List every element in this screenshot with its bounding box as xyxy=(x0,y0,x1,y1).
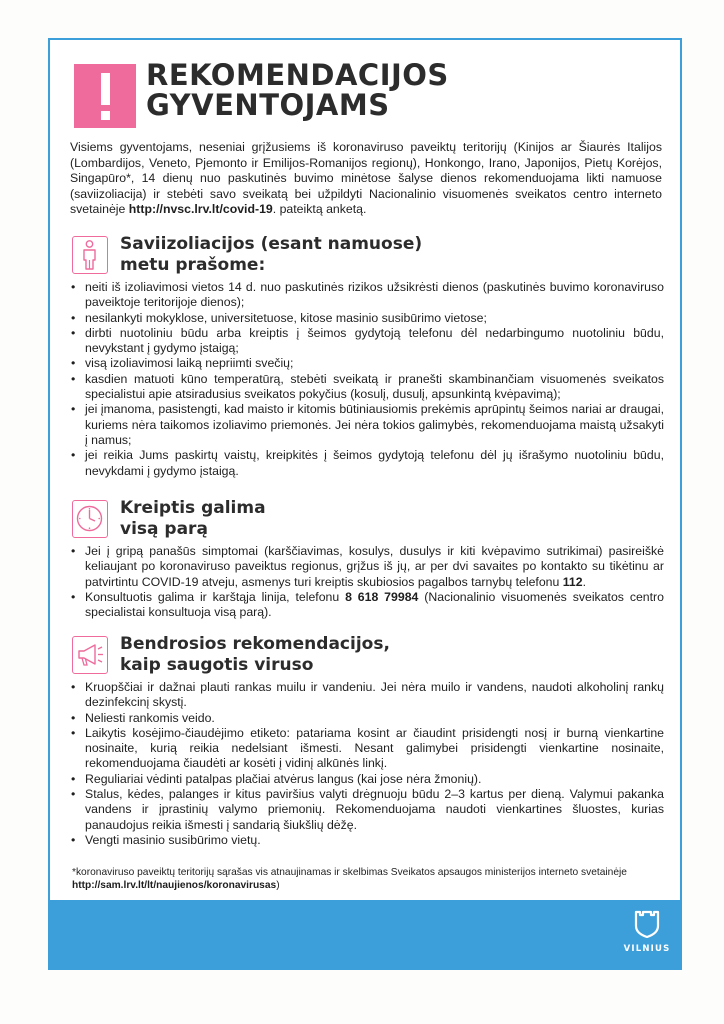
list-item xyxy=(68,544,664,590)
section-title xyxy=(120,634,390,676)
title-line-2: GYVENTOJAMS xyxy=(146,88,390,122)
list-item: • Stalus, kėdes, palanges ir kitus paviršius valyti drėgnuoju būdu 2–3 kartus per dieną. Valymui pakanka vandens ir įprastinių valymo priemonių. Rekomenduojama naudoti vienkartines šluostes, kurias panaudojus reikia išmesti į sandarią šiukšlių dėžę. xyxy=(68,787,664,833)
self-isolation-list xyxy=(68,280,664,479)
section-contact-anytime xyxy=(68,498,664,620)
intro-paragraph xyxy=(70,140,662,218)
megaphone-icon xyxy=(72,636,108,674)
list-item: • Vengti masinio susibūrimo vietų. xyxy=(68,833,664,848)
title-line-1: REKOMENDACIJOS xyxy=(146,58,449,92)
list-item: • nesilankyti mokyklose, universitetuose, kitose masinio susibūrimo vietose; xyxy=(68,311,664,326)
hotline-phone[interactable]: 8 618 79984 xyxy=(345,589,419,604)
item-text: Jei į gripą panašūs simptomai (karščiavimas, kosulys, dusulys ir kiti kvėpavimo sutrikimai) pasireiškė keliaujant po koronaviruso paveiktus regionus, grįžus iš jų, ar per dvi savaites po kontakto su tikėtinu ar patvirtintu COVID-19 atveju, asmenys turi kreiptis skubiosios pagalbos tarnybų telefonu xyxy=(85,544,664,589)
section-title-line-2: kaip saugotis viruso xyxy=(120,655,314,675)
list-item: • jei reikia Jums paskirtų vaistų, kreipkitės į šeimos gydytoją telefonu dėl jų išrašymo nuotoliniu būdu, nevykdami į gydymo įstaigą. xyxy=(68,448,664,479)
vilnius-logo xyxy=(620,908,674,954)
list-item: • jei įmanoma, pasistengti, kad maisto ir kitomis būtiniausiomis prekėmis aprūpintų šeimos nariai ar draugai, kuriems nėra taikomos izoliavimo priemonės. Jei nėra tokios galimybės, rekomenduojama maistą užsakyti į namus; xyxy=(68,402,664,448)
vilnius-crest-icon xyxy=(633,908,661,938)
intro-text: Visiems gyventojams, neseniai grįžusiems iš koronaviruso paveiktų teritorijų (Kinijos ar Šiaurės Italijos (Lombardijos, Veneto, Pjemonto ir Emilijos-Romanijos regionų), Honkongo, Irano, Japonijos, Pietų Korėjos, Singapūro*, 14 dienų nuo paskutinės buvimo minėtose šalyse dienos rekomenduojama likti namuose (saviizoliacija) ir stebėti savo sveikatą bei užpildyti Nacionalinio visuomenės sveikatos centro interneto svetainėje xyxy=(70,140,662,217)
person-icon xyxy=(72,236,108,274)
sam-link[interactable]: http://sam.lrv.lt/lt/naujienos/koronavirusas xyxy=(72,880,277,891)
footnote xyxy=(72,866,662,892)
clock-icon xyxy=(72,500,108,538)
list-item: • Laikytis kosėjimo-čiaudėjimo etiketo: patariama kosint ar čiaudint prisidengti nosį ir burną vienkartine nosinaite, kurią reikia nedelsiant išmesti. Nesant galimybei prisidengti vienkartine nosinaite, rekomenduojama čiaudėti ar kosėti į vidinį alkūnės linkį. xyxy=(68,726,664,772)
intro-text-end: . pateiktą anketą. xyxy=(272,202,367,217)
section-title-line-1: Bendrosios rekomendacijos, xyxy=(120,634,390,654)
footnote-text: *koronaviruso paveiktų teritorijų sąrašas vis atnaujinamas ir skelbimas Sveikatos apsaugos ministerijos interneto svetainėje xyxy=(72,867,627,878)
section-title xyxy=(120,498,266,540)
section-general-recommendations xyxy=(68,634,664,848)
exclamation-icon xyxy=(74,64,136,128)
list-item: • kasdien matuoti kūno temperatūrą, stebėti sveikatą ir pranešti skambinančiam visuomenės sveikatos specialistui apie atsiradusius sveikatos pokyčius (kosulį, dusulį, apsunkintą kvėpavimą); xyxy=(68,372,664,403)
section-title xyxy=(120,234,422,276)
item-text-end: (Nacionalinio visuomenės sveikatos centro specialistai konsultuoja visą parą). xyxy=(85,589,664,620)
footnote-text-end: ) xyxy=(276,880,280,891)
section-title-line-1: Saviizoliacijos (esant namuose) xyxy=(120,234,423,254)
emergency-phone[interactable]: 112 xyxy=(562,574,583,589)
nvsc-link[interactable]: http://nvsc.lrv.lt/covid-19 xyxy=(128,202,273,217)
list-item: • Reguliariai vėdinti patalpas plačiai atvėrus langus (kai jose nėra žmonių). xyxy=(68,772,664,787)
section-self-isolation xyxy=(68,234,664,479)
item-text: Konsultuotis galima ir karštąja linija, telefonu xyxy=(85,589,346,604)
list-item: • visą izoliavimosi laiką nepriimti svečių; xyxy=(68,356,664,371)
general-recommendations-list xyxy=(68,680,664,848)
page-title xyxy=(146,60,566,120)
section-title-line-1: Kreiptis galima xyxy=(120,498,266,518)
section-title-line-2: metu prašome: xyxy=(120,255,266,275)
section-title-line-2: visą parą xyxy=(120,519,208,539)
list-item: • dirbti nuotoliniu būdu arba kreiptis į šeimos gydytoją telefonu dėl nedarbingumo nuotoliniu būdu, nevykstant į gydymo įstaigą; xyxy=(68,326,664,357)
list-item: • Neliesti rankomis veido. xyxy=(68,711,664,726)
list-item: • neiti iš izoliavimosi vietos 14 d. nuo paskutinės rizikos užsikrėsti dienos (paskutinės buvimo koronaviruso paveiktoje teritorijoje dienos); xyxy=(68,280,664,311)
logo-text: VILNIUS xyxy=(623,944,671,954)
list-item: • Kruopščiai ir dažnai plauti rankas muilu ir vandeniu. Jei nėra muilo ir vandens, naudoti alkoholinį rankų dezinfekcinį skystį. xyxy=(68,680,664,711)
contact-list xyxy=(68,544,664,620)
item-text-end: . xyxy=(582,574,587,589)
footer-band xyxy=(50,900,680,970)
list-item xyxy=(68,590,664,621)
poster-frame xyxy=(48,38,682,970)
